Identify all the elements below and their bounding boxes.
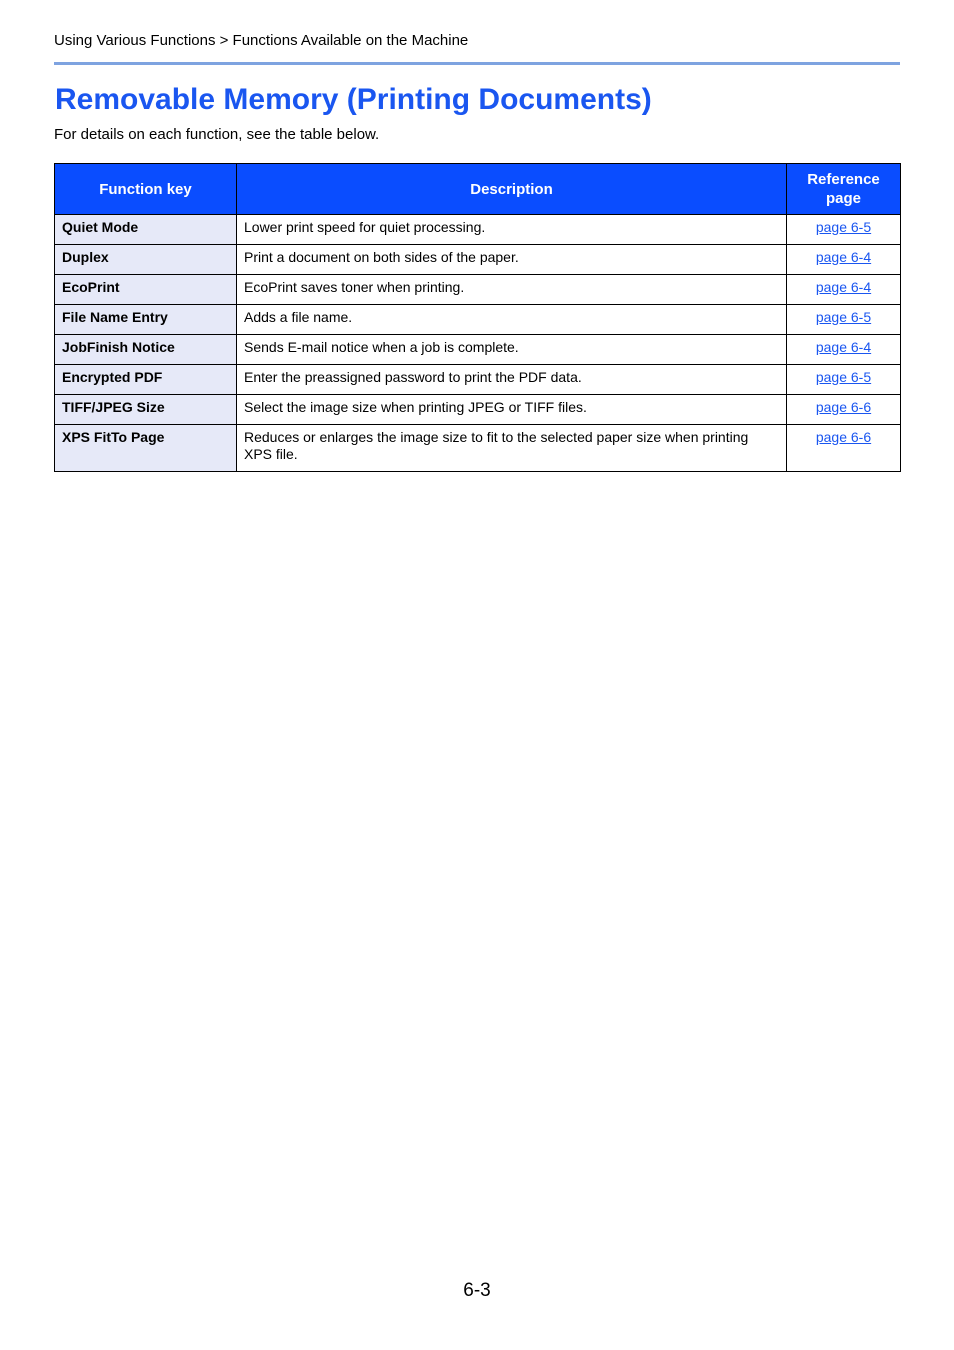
description-cell: Reduces or enlarges the image size to fit to the selected paper size when printing XPS file. xyxy=(237,425,787,472)
page-title: Removable Memory (Printing Documents) xyxy=(55,83,652,116)
description-cell: Lower print speed for quiet processing. xyxy=(237,215,787,245)
function-key-cell: XPS FitTo Page xyxy=(55,425,237,472)
reference-cell xyxy=(787,425,901,472)
reference-link[interactable]: page 6-6 xyxy=(815,429,872,445)
column-header-function-key: Function key xyxy=(55,164,237,215)
reference-link[interactable]: page 6-5 xyxy=(815,369,872,385)
reference-link[interactable]: page 6-5 xyxy=(815,219,872,235)
reference-cell xyxy=(787,245,901,275)
reference-cell xyxy=(787,305,901,335)
table-row xyxy=(55,335,901,365)
table-row xyxy=(55,275,901,305)
function-table xyxy=(54,163,901,472)
description-cell: EcoPrint saves toner when printing. xyxy=(237,275,787,305)
description-cell: Select the image size when printing JPEG or TIFF files. xyxy=(237,395,787,425)
reference-cell xyxy=(787,365,901,395)
function-key-cell: EcoPrint xyxy=(55,275,237,305)
table-row xyxy=(55,305,901,335)
reference-cell xyxy=(787,395,901,425)
reference-link[interactable]: page 6-4 xyxy=(815,339,872,355)
function-key-cell: TIFF/JPEG Size xyxy=(55,395,237,425)
reference-cell xyxy=(787,275,901,305)
function-key-cell: Duplex xyxy=(55,245,237,275)
description-cell: Print a document on both sides of the paper. xyxy=(237,245,787,275)
reference-link[interactable]: page 6-4 xyxy=(815,249,872,265)
table-row xyxy=(55,365,901,395)
column-header-description: Description xyxy=(237,164,787,215)
reference-link[interactable]: page 6-4 xyxy=(815,279,872,295)
table-row xyxy=(55,425,901,472)
header-divider xyxy=(54,62,900,65)
table-header-row xyxy=(55,164,901,215)
reference-cell xyxy=(787,335,901,365)
function-key-cell: File Name Entry xyxy=(55,305,237,335)
table-row xyxy=(55,215,901,245)
table-row xyxy=(55,395,901,425)
description-cell: Enter the preassigned password to print the PDF data. xyxy=(237,365,787,395)
function-key-cell: JobFinish Notice xyxy=(55,335,237,365)
description-cell: Sends E-mail notice when a job is complete. xyxy=(237,335,787,365)
function-key-cell: Quiet Mode xyxy=(55,215,237,245)
table-row xyxy=(55,245,901,275)
reference-link[interactable]: page 6-6 xyxy=(815,399,872,415)
function-key-cell: Encrypted PDF xyxy=(55,365,237,395)
page-number: 6-3 xyxy=(463,1280,491,1301)
reference-cell xyxy=(787,215,901,245)
intro-text: For details on each function, see the table below. xyxy=(54,126,380,143)
reference-link[interactable]: page 6-5 xyxy=(815,309,872,325)
column-header-reference-page: Reference page xyxy=(787,164,901,215)
breadcrumb: Using Various Functions > Functions Available on the Machine xyxy=(54,32,469,49)
description-cell: Adds a file name. xyxy=(237,305,787,335)
